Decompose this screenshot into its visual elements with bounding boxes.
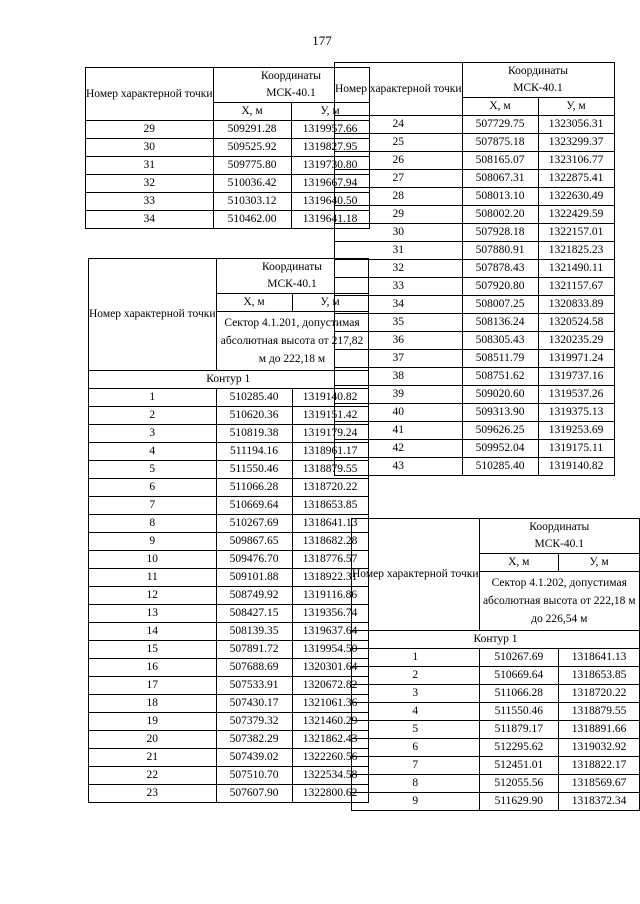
table-row (89, 659, 369, 677)
y-coordinate-cell: 1319537.26 (538, 386, 614, 404)
page-number: 177 (312, 33, 332, 48)
table-row (89, 677, 369, 695)
y-coordinate-cell: 1320235.29 (538, 332, 614, 350)
x-coordinate-cell: 510285.40 (216, 389, 292, 407)
y-coordinate-cell: 1318922.31 (292, 569, 368, 587)
point-number-cell: 39 (335, 386, 463, 404)
y-coordinate-cell: 1319179.24 (292, 425, 368, 443)
y-coordinate-cell: 1319957.66 (291, 121, 369, 139)
table-row (89, 713, 369, 731)
point-number-cell: 14 (89, 623, 217, 641)
table-row (89, 479, 369, 497)
y-coordinate-cell: 1319140.82 (538, 458, 614, 476)
x-coordinate-cell: 509291.28 (213, 121, 291, 139)
table-row (86, 139, 370, 157)
point-number-cell: 29 (335, 206, 463, 224)
point-number-cell: 34 (335, 296, 463, 314)
y-coordinate-cell: 1319954.50 (292, 641, 368, 659)
point-number-cell: 8 (89, 515, 217, 533)
y-coordinate-cell: 1318720.22 (559, 685, 640, 703)
y-coordinate-cell: 1322875.41 (538, 170, 614, 188)
x-coordinate-cell: 508165.07 (462, 152, 538, 170)
table-row (89, 569, 369, 587)
x-coordinate-cell: 508427.15 (216, 605, 292, 623)
coordinates-header: Координаты МСК-40.1 (462, 63, 614, 98)
table-row (335, 134, 615, 152)
x-coordinate-cell: 507379.32 (216, 713, 292, 731)
x-coordinate-cell: 511629.90 (479, 793, 559, 811)
point-number-cell: 7 (352, 757, 480, 775)
point-number-header: Номер характерной точки (335, 63, 463, 116)
point-number-cell: 24 (335, 116, 463, 134)
point-number-header: Номер характерной точки (89, 259, 217, 371)
x-coordinate-cell: 507880.91 (462, 242, 538, 260)
x-coordinate-cell: 508511.79 (462, 350, 538, 368)
point-number-cell: 6 (352, 739, 480, 757)
table-row (335, 332, 615, 350)
contour-label: Контур 1 (352, 631, 640, 649)
coordinates-header: Координаты МСК-40.1 (479, 519, 640, 554)
x-header: X, м (216, 294, 292, 312)
y-header: У, м (559, 554, 640, 572)
coordinates-table-b (334, 62, 615, 476)
y-coordinate-cell: 1320301.64 (292, 659, 368, 677)
x-coordinate-cell: 511066.28 (216, 479, 292, 497)
point-number-cell: 1 (89, 389, 217, 407)
table-row (335, 206, 615, 224)
point-number-cell: 17 (89, 677, 217, 695)
table-row (352, 685, 640, 703)
table-row (86, 211, 370, 229)
table-row (89, 389, 369, 407)
sector-description: Сектор 4.1.201, допустимая абсолютная высота от 217,82 м до 222,18 м (216, 312, 368, 371)
y-coordinate-cell: 1319641.18 (291, 211, 369, 229)
point-number-cell: 36 (335, 332, 463, 350)
point-number-cell: 42 (335, 440, 463, 458)
point-number-cell: 38 (335, 368, 463, 386)
point-number-cell: 18 (89, 695, 217, 713)
point-number-header: Номер характерной точки (352, 519, 480, 631)
y-coordinate-cell: 1318891.66 (559, 721, 640, 739)
table-row (89, 623, 369, 641)
point-number-cell: 26 (335, 152, 463, 170)
y-coordinate-cell: 1319827.95 (291, 139, 369, 157)
point-number-cell: 41 (335, 422, 463, 440)
point-number-cell: 33 (335, 278, 463, 296)
x-coordinate-cell: 508007.25 (462, 296, 538, 314)
point-number-cell: 32 (335, 260, 463, 278)
y-coordinate-cell: 1322157.01 (538, 224, 614, 242)
point-number-cell: 23 (89, 785, 217, 803)
table-row (335, 224, 615, 242)
x-coordinate-cell: 510620.36 (216, 407, 292, 425)
coordinates-table-d (351, 518, 640, 811)
y-coordinate-cell: 1318641.13 (292, 515, 368, 533)
y-coordinate-cell: 1319667.94 (291, 175, 369, 193)
table-row (89, 641, 369, 659)
x-coordinate-cell: 508067.31 (462, 170, 538, 188)
y-coordinate-cell: 1319032.92 (559, 739, 640, 757)
x-coordinate-cell: 509775.80 (213, 157, 291, 175)
table-row (89, 425, 369, 443)
x-coordinate-cell: 511550.46 (216, 461, 292, 479)
table-row (335, 386, 615, 404)
x-coordinate-cell: 510819.38 (216, 425, 292, 443)
x-coordinate-cell: 510462.00 (213, 211, 291, 229)
x-coordinate-cell: 508305.43 (462, 332, 538, 350)
y-coordinate-cell: 1322800.62 (292, 785, 368, 803)
y-coordinate-cell: 1319175.11 (538, 440, 614, 458)
point-number-cell: 30 (86, 139, 214, 157)
x-coordinate-cell: 509101.88 (216, 569, 292, 587)
point-number-cell: 33 (86, 193, 214, 211)
y-coordinate-cell: 1321490.11 (538, 260, 614, 278)
y-coordinate-cell: 1319253.69 (538, 422, 614, 440)
y-coordinate-cell: 1319971.24 (538, 350, 614, 368)
x-coordinate-cell: 511194.16 (216, 443, 292, 461)
y-coordinate-cell: 1320833.89 (538, 296, 614, 314)
point-number-cell: 3 (89, 425, 217, 443)
table-row (352, 703, 640, 721)
point-number-cell: 1 (352, 649, 480, 667)
point-number-cell: 6 (89, 479, 217, 497)
x-coordinate-cell: 512055.56 (479, 775, 559, 793)
point-number-header: Номер характерной точки (86, 68, 214, 121)
y-header: У, м (538, 98, 614, 116)
point-number-cell: 3 (352, 685, 480, 703)
y-coordinate-cell: 1319730.80 (291, 157, 369, 175)
point-number-cell: 21 (89, 749, 217, 767)
x-coordinate-cell: 507439.02 (216, 749, 292, 767)
point-number-cell: 30 (335, 224, 463, 242)
point-number-cell: 22 (89, 767, 217, 785)
x-coordinate-cell: 509626.25 (462, 422, 538, 440)
table-row (89, 605, 369, 623)
table-row (86, 193, 370, 211)
x-coordinate-cell: 507920.80 (462, 278, 538, 296)
x-coordinate-cell: 508749.92 (216, 587, 292, 605)
x-coordinate-cell: 509867.65 (216, 533, 292, 551)
table-row (89, 551, 369, 569)
table-row (335, 404, 615, 422)
table-row (335, 368, 615, 386)
table-row (89, 695, 369, 713)
y-header: У, м (291, 103, 369, 121)
point-number-cell: 29 (86, 121, 214, 139)
x-coordinate-cell: 509952.04 (462, 440, 538, 458)
y-coordinate-cell: 1318822.17 (559, 757, 640, 775)
point-number-cell: 12 (89, 587, 217, 605)
y-coordinate-cell: 1318641.13 (559, 649, 640, 667)
table-row (335, 170, 615, 188)
y-coordinate-cell: 1321061.36 (292, 695, 368, 713)
x-coordinate-cell: 510669.64 (479, 667, 559, 685)
x-coordinate-cell: 508139.35 (216, 623, 292, 641)
y-coordinate-cell: 1323299.37 (538, 134, 614, 152)
y-coordinate-cell: 1318879.55 (292, 461, 368, 479)
y-coordinate-cell: 1322429.59 (538, 206, 614, 224)
y-coordinate-cell: 1318720.22 (292, 479, 368, 497)
table-row (352, 721, 640, 739)
contour-label: Контур 1 (89, 371, 369, 389)
table-row (89, 407, 369, 425)
x-coordinate-cell: 507878.43 (462, 260, 538, 278)
point-number-cell: 5 (352, 721, 480, 739)
y-header: У, м (292, 294, 368, 312)
y-coordinate-cell: 1323056.31 (538, 116, 614, 134)
y-coordinate-cell: 1321460.29 (292, 713, 368, 731)
point-number-cell: 7 (89, 497, 217, 515)
point-number-cell: 13 (89, 605, 217, 623)
x-coordinate-cell: 507688.69 (216, 659, 292, 677)
table-row (86, 121, 370, 139)
x-coordinate-cell: 509476.70 (216, 551, 292, 569)
x-coordinate-cell: 509313.90 (462, 404, 538, 422)
point-number-cell: 25 (335, 134, 463, 152)
y-coordinate-cell: 1318569.67 (559, 775, 640, 793)
table-row (89, 461, 369, 479)
point-number-cell: 43 (335, 458, 463, 476)
point-number-cell: 40 (335, 404, 463, 422)
y-coordinate-cell: 1318653.85 (559, 667, 640, 685)
point-number-cell: 2 (89, 407, 217, 425)
x-coordinate-cell: 507729.75 (462, 116, 538, 134)
table-row (335, 422, 615, 440)
y-coordinate-cell: 1322534.58 (292, 767, 368, 785)
table-row (86, 157, 370, 175)
table-row (89, 533, 369, 551)
point-number-cell: 9 (352, 793, 480, 811)
table-row (335, 440, 615, 458)
coordinates-table-a (85, 67, 370, 229)
point-number-cell: 2 (352, 667, 480, 685)
table-row (335, 152, 615, 170)
x-coordinate-cell: 512295.62 (479, 739, 559, 757)
x-coordinate-cell: 510303.12 (213, 193, 291, 211)
y-coordinate-cell: 1320672.82 (292, 677, 368, 695)
x-header: X, м (213, 103, 291, 121)
table-row (335, 242, 615, 260)
table-row (335, 116, 615, 134)
y-coordinate-cell: 1318682.28 (292, 533, 368, 551)
point-number-cell: 34 (86, 211, 214, 229)
x-coordinate-cell: 509525.92 (213, 139, 291, 157)
table-row (89, 731, 369, 749)
point-number-cell: 4 (352, 703, 480, 721)
x-header: X, м (479, 554, 559, 572)
point-number-cell: 16 (89, 659, 217, 677)
table-row (89, 785, 369, 803)
y-coordinate-cell: 1319356.74 (292, 605, 368, 623)
coordinates-table-c (88, 258, 369, 803)
table-row (335, 350, 615, 368)
x-coordinate-cell: 511066.28 (479, 685, 559, 703)
table-row (352, 775, 640, 793)
table-row (86, 175, 370, 193)
y-coordinate-cell: 1321157.67 (538, 278, 614, 296)
point-number-cell: 31 (86, 157, 214, 175)
table-row (352, 793, 640, 811)
table-row (352, 739, 640, 757)
sector-description: Сектор 4.1.202, допустимая абсолютная высота от 222,18 м до 226,54 м (479, 572, 640, 631)
y-coordinate-cell: 1318653.85 (292, 497, 368, 515)
x-coordinate-cell: 510669.64 (216, 497, 292, 515)
x-coordinate-cell: 507510.70 (216, 767, 292, 785)
y-coordinate-cell: 1318372.34 (559, 793, 640, 811)
table-row (335, 296, 615, 314)
y-coordinate-cell: 1319637.64 (292, 623, 368, 641)
point-number-cell: 20 (89, 731, 217, 749)
point-number-cell: 5 (89, 461, 217, 479)
point-number-cell: 37 (335, 350, 463, 368)
x-coordinate-cell: 507607.90 (216, 785, 292, 803)
coordinates-header: Координаты МСК-40.1 (213, 68, 369, 103)
point-number-cell: 10 (89, 551, 217, 569)
y-coordinate-cell: 1318879.55 (559, 703, 640, 721)
point-number-cell: 28 (335, 188, 463, 206)
point-number-cell: 27 (335, 170, 463, 188)
x-coordinate-cell: 507875.18 (462, 134, 538, 152)
y-coordinate-cell: 1319375.13 (538, 404, 614, 422)
x-coordinate-cell: 508002.20 (462, 206, 538, 224)
point-number-cell: 35 (335, 314, 463, 332)
x-coordinate-cell: 512451.01 (479, 757, 559, 775)
table-row (89, 767, 369, 785)
y-coordinate-cell: 1319640.50 (291, 193, 369, 211)
x-coordinate-cell: 510036.42 (213, 175, 291, 193)
x-header: X, м (462, 98, 538, 116)
x-coordinate-cell: 510267.69 (216, 515, 292, 533)
x-coordinate-cell: 509020.60 (462, 386, 538, 404)
x-coordinate-cell: 507928.18 (462, 224, 538, 242)
point-number-cell: 9 (89, 533, 217, 551)
point-number-cell: 19 (89, 713, 217, 731)
x-coordinate-cell: 507382.29 (216, 731, 292, 749)
point-number-cell: 11 (89, 569, 217, 587)
coordinates-header: Координаты МСК-40.1 (216, 259, 368, 294)
point-number-cell: 31 (335, 242, 463, 260)
table-row (335, 314, 615, 332)
y-coordinate-cell: 1322260.56 (292, 749, 368, 767)
x-coordinate-cell: 511550.46 (479, 703, 559, 721)
y-coordinate-cell: 1323106.77 (538, 152, 614, 170)
x-coordinate-cell: 508013.10 (462, 188, 538, 206)
table-row (89, 749, 369, 767)
table-row (335, 260, 615, 278)
table-row (352, 649, 640, 667)
y-coordinate-cell: 1321825.23 (538, 242, 614, 260)
x-coordinate-cell: 507891.72 (216, 641, 292, 659)
point-number-cell: 4 (89, 443, 217, 461)
y-coordinate-cell: 1319140.82 (292, 389, 368, 407)
x-coordinate-cell: 510267.69 (479, 649, 559, 667)
y-coordinate-cell: 1318961.17 (292, 443, 368, 461)
y-coordinate-cell: 1321862.43 (292, 731, 368, 749)
table-row (89, 443, 369, 461)
x-coordinate-cell: 508751.62 (462, 368, 538, 386)
table-row (335, 188, 615, 206)
table-row (335, 458, 615, 476)
x-coordinate-cell: 507533.91 (216, 677, 292, 695)
point-number-cell: 32 (86, 175, 214, 193)
point-number-cell: 15 (89, 641, 217, 659)
table-row (352, 667, 640, 685)
point-number-cell: 8 (352, 775, 480, 793)
y-coordinate-cell: 1319116.86 (292, 587, 368, 605)
x-coordinate-cell: 511879.17 (479, 721, 559, 739)
y-coordinate-cell: 1322630.49 (538, 188, 614, 206)
y-coordinate-cell: 1319151.42 (292, 407, 368, 425)
y-coordinate-cell: 1320524.58 (538, 314, 614, 332)
table-row (89, 497, 369, 515)
table-row (352, 757, 640, 775)
table-row (89, 515, 369, 533)
x-coordinate-cell: 508136.24 (462, 314, 538, 332)
x-coordinate-cell: 507430.17 (216, 695, 292, 713)
table-row (335, 278, 615, 296)
y-coordinate-cell: 1319737.16 (538, 368, 614, 386)
x-coordinate-cell: 510285.40 (462, 458, 538, 476)
y-coordinate-cell: 1318776.57 (292, 551, 368, 569)
table-row (89, 587, 369, 605)
